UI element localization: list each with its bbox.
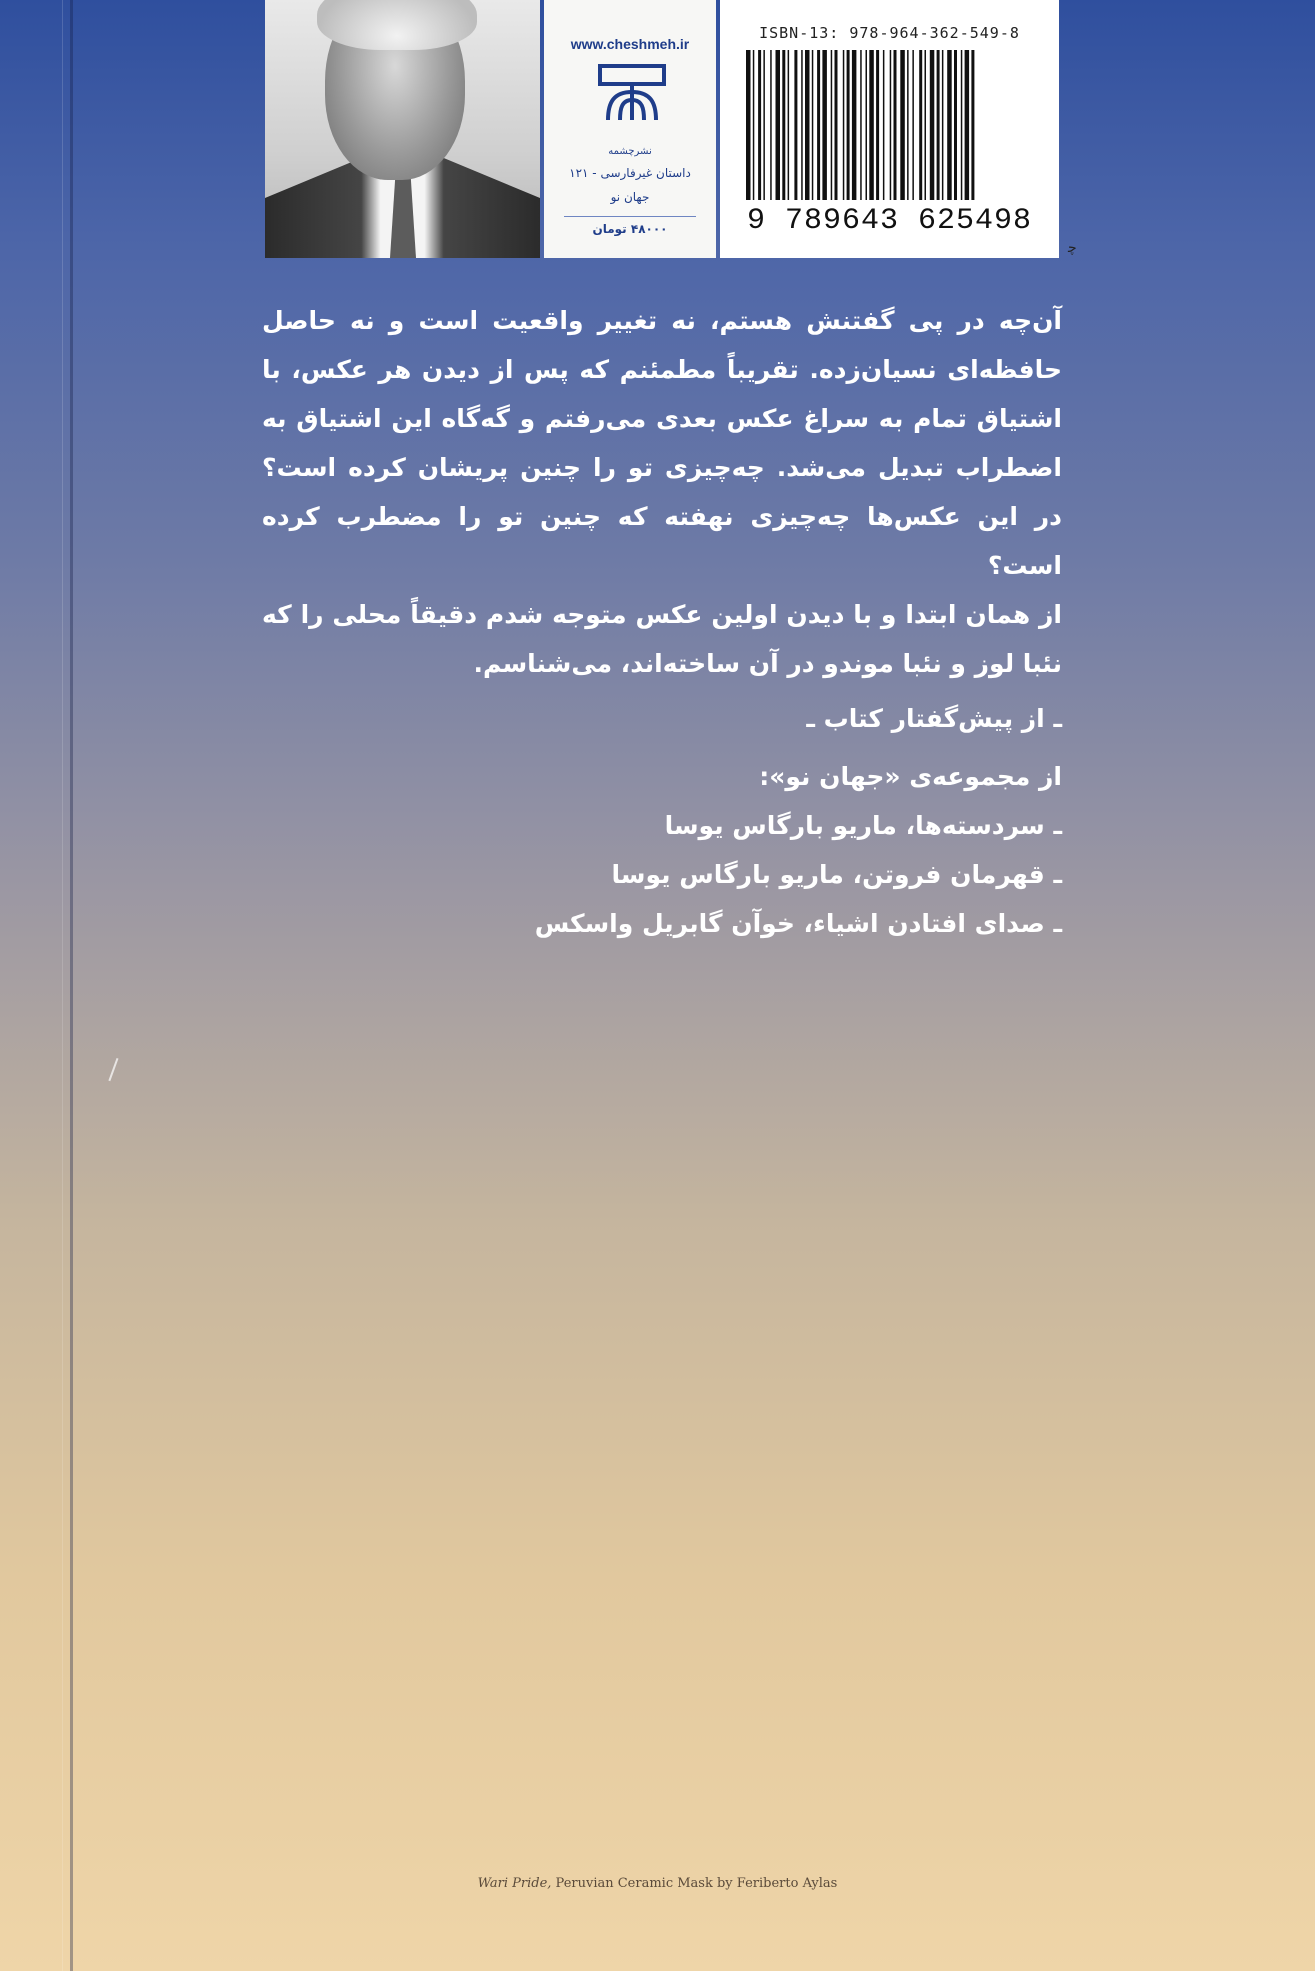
- spine-mark-icon: ﭼ: [1068, 240, 1077, 256]
- publisher-name: نشرچشمه: [608, 146, 652, 157]
- publisher-divider: [564, 216, 696, 217]
- author-photo-hair: [317, 0, 477, 50]
- back-cover-blurb: [262, 296, 1062, 743]
- spine-edge: [70, 0, 73, 1971]
- series-item: ـ صدای افتادن اشیاء، خوآن گابریل واسکس: [534, 909, 1062, 938]
- blurb-paragraph-1: آن‌چه در پی گفتنش هستم، نه تغییر واقعیت است و نه حاصل حافظه‌ای نسیان‌زده. تقریباً مطمئنم که پس از دیدن هر عکس، با اشتیاق تمام به سراغ عکس بعدی می‌رفتم و گه‌گاه این اشتیاق به اضطراب تبدیل می‌شد. چه‌چیزی تو را چنین پریشان کرده است؟ در این عکس‌ها چه‌چیزی نهفته که چنین تو را مضطرب کرده است؟: [262, 306, 1062, 580]
- credit-rest: Peruvian Ceramic Mask by Feriberto Aylas: [551, 1876, 838, 1891]
- isbn-text: ISBN-13: 978-964-362-549-8: [759, 24, 1020, 42]
- cover-art-credit: [0, 1876, 1315, 1891]
- barcode-bars: [746, 50, 1038, 210]
- top-strip: [265, 0, 1063, 258]
- credit-title: Wari Pride,: [477, 1876, 552, 1891]
- publisher-series-name: جهان نو: [610, 190, 650, 204]
- publisher-url: www.cheshmeh.ir: [570, 36, 690, 52]
- series-list: [262, 752, 1062, 948]
- blurb-paragraph-2: از همان ابتدا و با دیدن اولین عکس متوجه شدم دقیقاً محلی را که نئبا لوز و نئبا موندو در آن ساخته‌اند، می‌شناسم.: [262, 600, 1062, 678]
- series-heading: از مجموعه‌ی «جهان نو»:: [759, 762, 1062, 791]
- spine-edge-highlight: [62, 0, 63, 1971]
- author-photo: [265, 0, 540, 258]
- barcode-number: 9 789643 625498: [746, 204, 1033, 238]
- series-item: ـ قهرمان فروتن، ماریو بارگاس یوسا: [611, 860, 1062, 889]
- cover-scratch: [108, 1058, 131, 1086]
- publisher-series-number: داستان غیرفارسی - ۱۲۱: [569, 166, 691, 180]
- series-items: [262, 801, 1062, 948]
- cheshmeh-fountain-logo-icon: [594, 62, 670, 124]
- price: ۴۸۰۰۰ تومان: [592, 222, 668, 236]
- publisher-panel: [544, 0, 716, 258]
- blurb-source: ـ از پیش‌گفتار کتاب ـ: [806, 704, 1062, 733]
- barcode-panel: [720, 0, 1059, 258]
- series-item: ـ سردسته‌ها، ماریو بارگاس یوسا: [664, 811, 1062, 840]
